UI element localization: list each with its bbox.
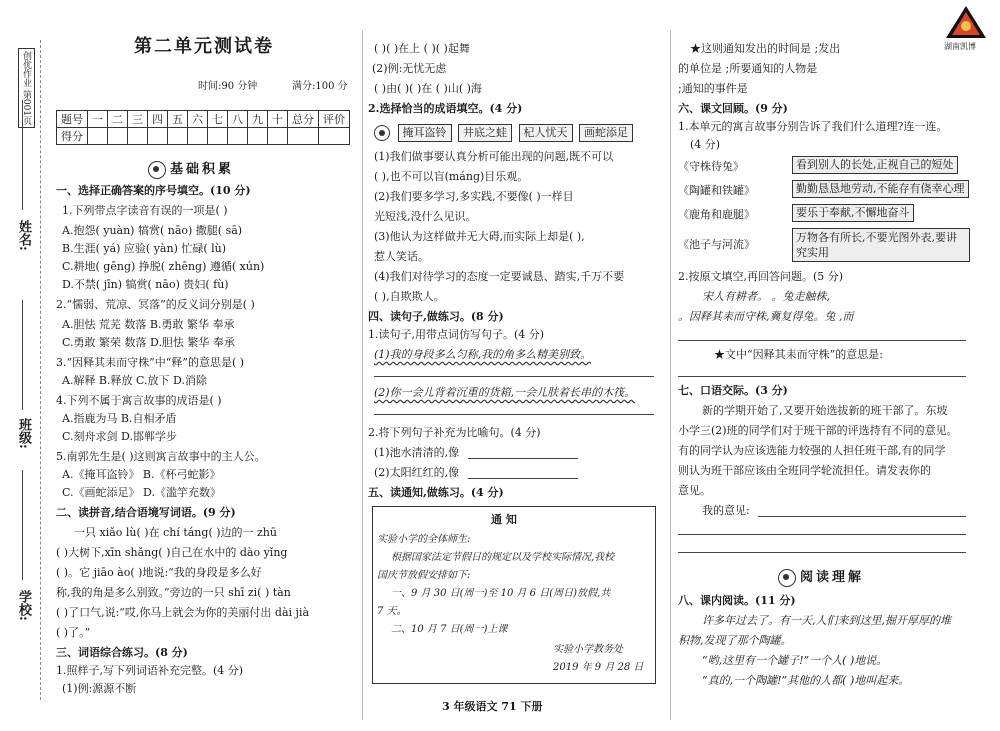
answer-line[interactable]	[374, 376, 654, 377]
q4-1-sentence-2: (2)你一会儿背着沉重的货箱,一会儿肤着长串的木筏。	[374, 386, 636, 399]
q6-1-score: (4 分)	[690, 138, 721, 151]
score-cell: 五	[168, 111, 188, 128]
q1-1-option-a: A.抱怨( yuàn) 犒赏( nāo) 撒腿( sā)	[62, 224, 243, 237]
notice-line: 一、9 月 30 日(周一)至 10 月 6 日(周日)放假,共	[391, 588, 611, 599]
notice-line: 7 天。	[377, 606, 407, 617]
q1-3-options: A.解释 B.释放 C.放下 D.消除	[62, 374, 207, 387]
story-title: 《鹿角和鹿腿》	[678, 208, 755, 221]
q4-2-2: (2)太阳红红的,像	[374, 466, 460, 479]
school-label: 学校:	[16, 590, 31, 621]
score-cell: 六	[188, 111, 208, 128]
m-line: 惹人笑话。	[374, 250, 429, 263]
notice-date: 2019 年 9 月 28 日	[553, 662, 644, 673]
column-middle	[368, 0, 666, 731]
score-input[interactable]	[108, 128, 128, 145]
m-line: ( )( )在上 ( )( )起舞	[374, 42, 470, 55]
q1-4-options-ab: A.指鹿为马 B.自相矛盾	[62, 412, 177, 425]
section-banner-basics: 基础积累	[148, 158, 234, 179]
score-input[interactable]	[148, 128, 168, 145]
answer-line[interactable]	[678, 376, 966, 377]
column-divider	[670, 30, 671, 720]
logo-text: 湖南凯博	[944, 42, 976, 51]
r-line: 则认为班干部应该由全班同学轮流担任。请发表你的	[678, 464, 931, 477]
class-field[interactable]	[22, 300, 23, 410]
notice-line: 二、10 月 7 日(周一)上课	[391, 624, 508, 635]
score-cell: 一	[88, 111, 108, 128]
notice-signer: 实验小学教务处	[553, 644, 623, 655]
score-input[interactable]	[208, 128, 228, 145]
story-title: 《池子与河流》	[678, 238, 755, 251]
answer-line[interactable]	[678, 340, 966, 341]
answer-line[interactable]	[374, 414, 654, 415]
score-cell: 题号	[57, 111, 88, 128]
name-field[interactable]	[22, 100, 23, 210]
q1-1-option-b: B.生涯( yá) 应验( yàn) 忙碌( lù)	[62, 242, 227, 255]
q6-1: 1.本单元的寓言故事分别告诉了我们什么道理?连一连。	[678, 120, 948, 133]
name-label: 姓名:	[16, 220, 31, 251]
answer-line[interactable]	[468, 458, 578, 459]
q2-title: 二、读拼音,结合语境写词语。(9 分)	[56, 506, 236, 519]
score-cell: 得分	[57, 128, 88, 145]
m-line: 光短浅,没什么见识。	[374, 210, 477, 223]
score-input[interactable]	[228, 128, 248, 145]
section-banner-reading: 阅读理解	[778, 566, 864, 587]
q1-1-option-d: D.不禁( jīn) 犒赏( nāo) 贵妇( fù)	[62, 278, 229, 291]
q2-line: ( )大树下,xīn shǎng( )自己在水中的 dào yǐng	[56, 546, 288, 559]
notice-line: 实验小学的全体师生:	[377, 534, 471, 545]
school-field[interactable]	[22, 470, 23, 580]
q2-line: 称,我的角是多么别致。”旁边的一只 shī zi( ) tàn	[56, 586, 291, 599]
moral-box[interactable]: 要乐于奉献,不懈地奋斗	[792, 204, 914, 222]
moral-box[interactable]: 勤勤恳恳地劳动,不能存有侥幸心理	[792, 180, 969, 198]
score-cell: 四	[148, 111, 168, 128]
notice-line: 国庆节放假安排如下:	[377, 570, 471, 581]
r-line: 积物,发现了那个陶罐。	[678, 634, 792, 647]
q-idiom-title: 2.选择恰当的成语填空。(4 分)	[368, 102, 523, 115]
r-line: 。因释其耒而守株,冀复得兔。兔 ,而	[678, 310, 854, 323]
q6-2: 2.按原文填空,再回答问题。(5 分)	[678, 270, 844, 283]
edition-badge: 创优作业 第001页	[18, 48, 35, 128]
m-line: ( ),也不可以盲(máng)目乐观。	[374, 170, 529, 183]
notice-box	[372, 506, 656, 684]
score-cell: 二	[108, 111, 128, 128]
notice-line: 根据国家法定节假日的规定以及学校实际情况,我校	[391, 552, 615, 563]
column-right	[674, 0, 996, 731]
score-cell: 三	[128, 111, 148, 128]
score-cell: 十	[268, 111, 288, 128]
q1-5-options-cd: C.《画蛇添足》 D.《滥竽充数》	[62, 486, 221, 499]
q4-1: 1.读句子,用带点词仿写句子。(4 分)	[368, 328, 545, 341]
cut-line	[40, 40, 41, 700]
m-line: (2)例:无忧无虑	[372, 62, 447, 75]
q1-4-options-cd: C.刻舟求剑 D.邯郸学步	[62, 430, 177, 443]
score-table-header-row	[57, 111, 350, 128]
q2-line: ( )了。”	[56, 626, 91, 639]
banner-icon	[778, 569, 796, 587]
r-line: 许多年过去了。有一天,人们来到这里,掘开厚厚的堆	[702, 614, 951, 627]
r-line: “哟,这里有一个罐子!”一个人( )地说。	[702, 654, 888, 667]
full-score: 满分:100 分	[292, 81, 348, 92]
score-input[interactable]	[188, 128, 208, 145]
r-line: 我的意见:	[702, 504, 750, 517]
scroll-icon	[374, 125, 390, 141]
q1-3: 3.“因释其耒而守株”中“释”的意思是( )	[56, 356, 245, 369]
q1-5-options-ab: A.《掩耳盗铃》 B.《杯弓蛇影》	[62, 468, 221, 481]
q1-title: 一、选择正确答案的序号填空。(10 分)	[56, 184, 251, 197]
answer-line[interactable]	[678, 534, 966, 535]
banner-icon	[148, 161, 166, 179]
column-divider	[362, 30, 363, 720]
r-line: 新的学期开始了,又要开始选拔新的班干部了。东坡	[702, 404, 948, 417]
idiom-bank	[374, 124, 636, 142]
r-line: 小学三(2)班的同学们对于班干部的评选持有不同的意见。	[678, 424, 958, 437]
q3-title: 三、词语综合练习。(8 分)	[56, 646, 188, 659]
answer-line[interactable]	[758, 516, 966, 517]
q6-title: 六、课文回顾。(9 分)	[678, 102, 788, 115]
answer-line[interactable]	[468, 478, 578, 479]
score-cell: 评价	[319, 111, 350, 128]
r-line: ★这则通知发出的时间是 ;发出	[690, 42, 841, 55]
column-left	[48, 0, 358, 731]
idiom-option: 杞人忧天	[519, 124, 573, 142]
r-line: 宋人有耕者。 。兔走触株,	[702, 290, 830, 303]
score-cell: 总分	[288, 111, 319, 128]
q1-4: 4.下列不属于寓言故事的成语是( )	[56, 394, 222, 407]
left-margin	[0, 0, 48, 731]
m-line: ( )由( )( )在 ( )山( )海	[374, 82, 482, 95]
q7-title: 七、口语交际。(3 分)	[678, 384, 788, 397]
story-title: 《陶罐和铁罐》	[678, 184, 755, 197]
q4-2: 2.将下列句子补充为比喻句。(4 分)	[368, 426, 541, 439]
r-line: ;通知的事件是	[678, 82, 748, 95]
score-cell: 九	[248, 111, 268, 128]
score-table	[56, 110, 350, 145]
m-line: (2)我们要多学习,多实践,不要像( )一样目	[374, 190, 574, 203]
score-input[interactable]	[88, 128, 108, 145]
q1-1: 1.下列带点字读音有误的一项是( )	[62, 204, 228, 217]
score-input[interactable]	[268, 128, 288, 145]
r-line: 的单位是 ;所要通知的人物是	[678, 62, 818, 75]
moral-box[interactable]: 看到别人的长处,正视自己的短处	[792, 156, 958, 174]
m-line: (4)我们对待学习的态度一定要诚恳、踏实,千万不要	[374, 270, 625, 283]
publisher-logo	[944, 4, 992, 52]
notice-title: 通 知	[491, 513, 517, 526]
q3-1: 1.照样子,写下列词语补充完整。(4 分)	[56, 664, 244, 677]
exam-time: 时间:90 分钟	[198, 81, 258, 92]
idiom-option: 井底之蛙	[458, 124, 512, 142]
q5-title: 五、读通知,做练习。(4 分)	[368, 486, 504, 499]
q4-1-sentence: (1)我的身段多么匀称,我的角多么精美别致。	[374, 348, 592, 361]
q1-5: 5.南郭先生是( )这则寓言故事中的主人公。	[56, 450, 266, 463]
q2-line: ( )了口气,说:“哎,你马上就会为你的美丽付出 dài jià	[56, 606, 309, 619]
story-title: 《守株待兔》	[678, 160, 744, 173]
m-line: (1)我们做事要认真分析可能出现的问题,既不可以	[374, 150, 614, 163]
q3-1-example: (1)例:源源不断	[62, 682, 137, 695]
q2-line: ( )。它 jiāo ào( )地说:“我的身段是多么好	[56, 566, 262, 579]
score-input[interactable]	[128, 128, 148, 145]
idiom-option: 掩耳盗铃	[398, 124, 452, 142]
logo-icon	[944, 4, 988, 42]
r-line: 意见。	[678, 484, 711, 497]
r-line: ★文中“因释其耒而守株”的意思是:	[714, 348, 883, 361]
score-cell: 八	[228, 111, 248, 128]
q1-2: 2.“懦弱、荒凉、冥落”的反义词分别是( )	[56, 298, 255, 311]
class-label: 班级:	[16, 418, 31, 449]
q1-2-options-cd: C.勇敢 繁荣 数落 D.胆怯 繁华 奉承	[62, 336, 235, 349]
score-cell: 七	[208, 111, 228, 128]
answer-line[interactable]	[678, 552, 966, 553]
score-input[interactable]	[248, 128, 268, 145]
m-line: (3)他认为这样做并无大碍,而实际上却是( ),	[374, 230, 585, 243]
q4-2-1: (1)池水清清的,像	[374, 446, 460, 459]
q1-2-options-ab: A.胆怯 荒芜 数落 B.勇敢 繁华 奉承	[62, 318, 235, 331]
page-footer: 3 年级语文 71 下册	[442, 700, 543, 713]
q8-title: 八、课内阅读。(11 分)	[678, 594, 796, 607]
r-line: “真的,一个陶罐!”其他的人都( )地叫起来。	[702, 674, 910, 687]
score-input[interactable]	[288, 128, 319, 145]
score-input[interactable]	[168, 128, 188, 145]
page-title: 第二单元测试卷	[134, 36, 274, 57]
score-table-score-row	[57, 128, 350, 145]
idiom-option: 画蛇添足	[579, 124, 633, 142]
r-line: 有的同学认为应该选能力较强的人担任班干部,有的同学	[678, 444, 946, 457]
q1-1-option-c: C.耕地( gēng) 挣脱( zhēng) 遵循( xún)	[62, 260, 265, 273]
q2-line: 一只 xiǎo lù( )在 chí táng( )边的一 zhū	[74, 526, 277, 539]
m-line: ( ),自欺欺人。	[374, 290, 445, 303]
score-input[interactable]	[319, 128, 350, 145]
q4-title: 四、读句子,做练习。(8 分)	[368, 310, 504, 323]
moral-box[interactable]: 万物各有所长,不要光图外表,要讲究实用	[792, 228, 970, 262]
